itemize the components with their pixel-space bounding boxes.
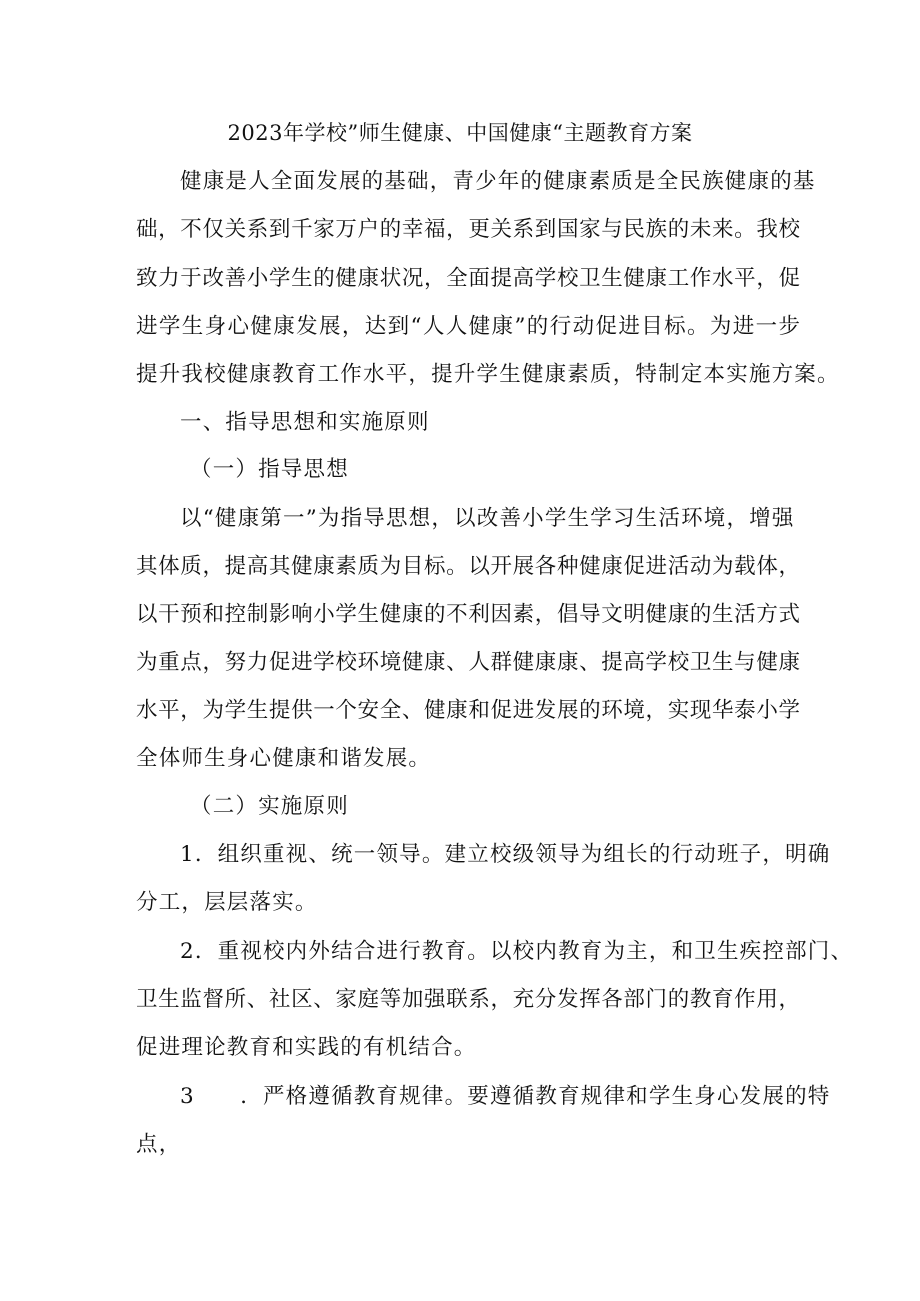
principle-line: 分工，层层落实。 [136,890,318,915]
section-heading: 一、指导思想和实施原则 [180,410,430,435]
paragraph-line: 以干预和控制影响小学生健康的不利因素，倡导文明健康的生活方式 [136,602,800,627]
intro-line: 础，不仅关系到千家万户的幸福，更关系到国家与民族的未来。我校 [136,217,800,242]
paragraph-line: 水平，为学生提供一个安全、健康和促进发展的环境，实现华泰小学 [136,698,800,723]
intro-line: 进学生身心健康发展，达到“人人健康”的行动促进目标。为进一步 [136,314,800,339]
principle-line: 3 ．严格遵循教育规律。要遵循教育规律和学生身心发展的特 [180,1084,831,1109]
principle-line: 1．组织重视、统一领导。建立校级领导为组长的行动班子，明确 [180,842,831,867]
intro-line: 健康是人全面发展的基础，青少年的健康素质是全民族健康的基 [180,169,816,194]
principle-line: 卫生监督所、社区、家庭等加强联系，充分发挥各部门的教育作用， [136,987,800,1012]
paragraph-line: 为重点，努力促进学校环境健康、人群健康康、提高学校卫生与健康 [136,650,800,675]
paragraph-line: 其体质，提高其健康素质为目标。以开展各种健康促进活动为载体， [136,554,800,579]
paragraph-line: 全体师生身心健康和谐发展。 [136,746,432,771]
intro-line: 致力于改善小学生的健康状况，全面提高学校卫生健康工作水平，促 [136,266,800,291]
subsection-heading: （一）指导思想 [190,457,349,482]
paragraph-line: 以“健康第一”为指导思想，以改善小学生学习生活环境，增强 [180,506,795,531]
subsection-heading: （二）实施原则 [190,794,349,819]
principle-line: 促进理论教育和实践的有机结合。 [136,1035,477,1060]
document-title: 2023年学校”师生健康、中国健康“主题教育方案 [227,121,693,145]
principle-line: 2．重视校内外结合进行教育。以校内教育为主，和卫生疾控部门、 [180,939,854,964]
intro-line: 提升我校健康教育工作水平，提升学生健康素质，特制定本实施方案。 [136,362,840,387]
principle-line: 点， [136,1132,182,1157]
